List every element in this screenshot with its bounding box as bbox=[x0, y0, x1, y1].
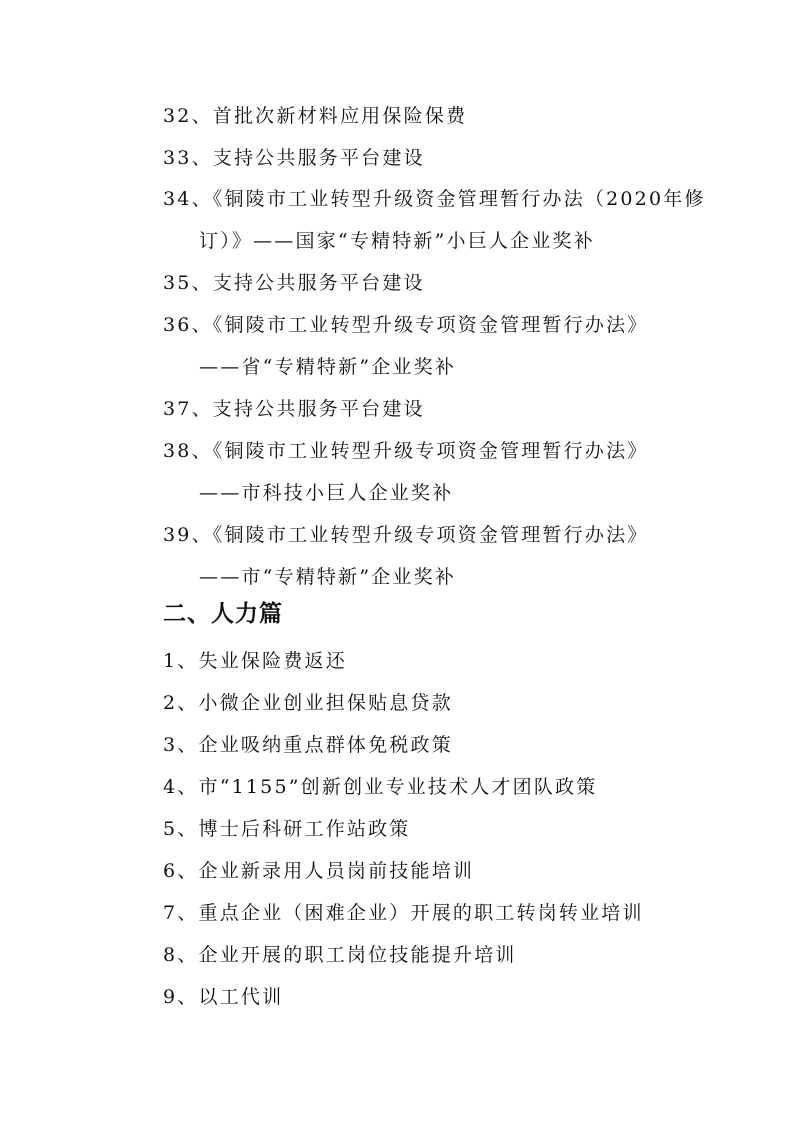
list-item: 8、企业开展的职工岗位技能提升培训 bbox=[163, 944, 517, 966]
list-item-continuation: ——市科技小巨人企业奖补 bbox=[199, 482, 454, 504]
list-item: 5、博士后科研工作站政策 bbox=[163, 818, 411, 840]
list-item: 38、《铜陵市工业转型升级专项资金管理暂行办法》 bbox=[163, 440, 649, 462]
list-item: 32、首批次新材料应用保险保费 bbox=[163, 105, 468, 127]
list-item: 9、以工代训 bbox=[163, 986, 284, 1008]
list-item: 4、市“1155”创新创业专业技术人才团队政策 bbox=[163, 776, 598, 798]
list-item: 6、企业新录用人员岗前技能培训 bbox=[163, 860, 475, 882]
list-item: 1、失业保险费返还 bbox=[163, 650, 347, 672]
list-item: 2、小微企业创业担保贴息贷款 bbox=[163, 692, 453, 714]
list-item: 7、重点企业（困难企业）开展的职工转岗转业培训 bbox=[163, 902, 644, 924]
list-item: 37、支持公共服务平台建设 bbox=[163, 398, 425, 420]
list-item: 34、《铜陵市工业转型升级资金管理暂行办法（2020年修 bbox=[163, 188, 706, 210]
list-item-continuation: ——省“专精特新”企业奖补 bbox=[199, 356, 457, 378]
list-item-continuation: ——市“专精特新”企业奖补 bbox=[199, 566, 457, 588]
list-item-continuation: 订）》——国家“专精特新”小巨人企业奖补 bbox=[199, 230, 595, 252]
list-item: 3、企业吸纳重点群体免税政策 bbox=[163, 734, 453, 756]
list-item: 33、支持公共服务平台建设 bbox=[163, 147, 425, 169]
section-heading: 二、人力篇 bbox=[163, 600, 283, 627]
list-item: 35、支持公共服务平台建设 bbox=[163, 272, 425, 294]
list-item: 39、《铜陵市工业转型升级专项资金管理暂行办法》 bbox=[163, 524, 649, 546]
list-item: 36、《铜陵市工业转型升级专项资金管理暂行办法》 bbox=[163, 314, 649, 336]
